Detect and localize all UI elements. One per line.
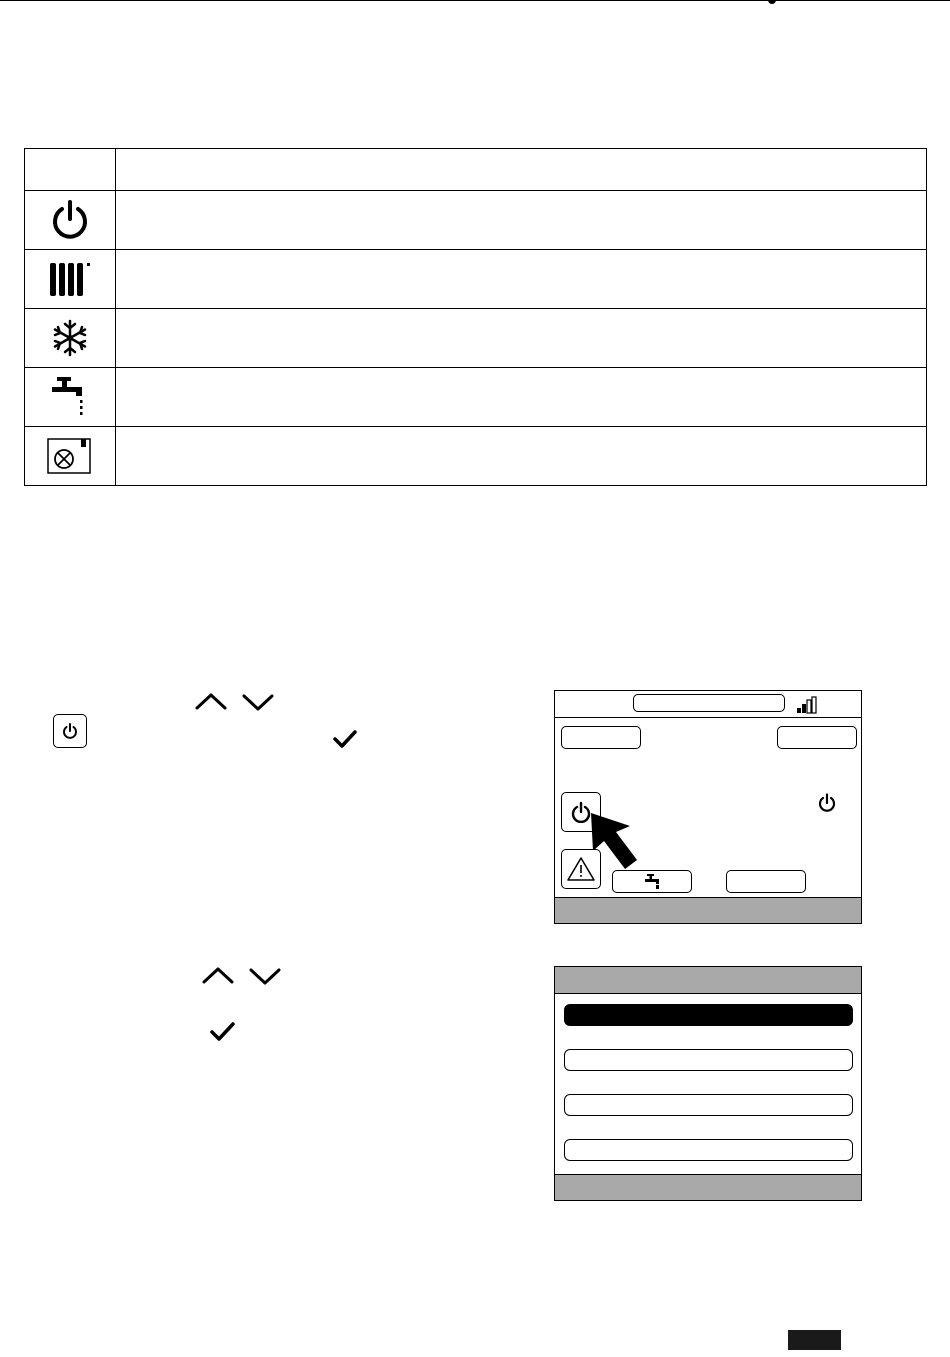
table-row: [25, 250, 927, 309]
page-number-tab: [788, 1330, 841, 1350]
header-description-cell: [116, 149, 927, 191]
menu-screen-header: [555, 967, 861, 994]
menu-item[interactable]: [564, 1139, 853, 1161]
snowflake-cooling-icon: [50, 318, 90, 358]
power-button-icon-inline: [53, 714, 87, 748]
screen-right-pill[interactable]: [777, 726, 857, 749]
signal-bars-icon: [796, 696, 818, 714]
power-icon: [61, 722, 79, 740]
screen-title-box: [633, 694, 785, 712]
mode-table: [24, 148, 927, 486]
checkmark-icon: [331, 728, 359, 750]
menu-item[interactable]: [564, 1049, 853, 1071]
table-row: [25, 427, 927, 486]
header-icon-cell: [25, 149, 116, 191]
row-description: [116, 309, 927, 368]
menu-item[interactable]: [564, 1094, 853, 1116]
power-status-icon: [817, 793, 837, 813]
chevron-down-icon: [240, 692, 276, 712]
chevron-down-icon: [247, 966, 283, 986]
row-description: [116, 250, 927, 309]
table-row: [25, 191, 927, 250]
power-icon: [50, 199, 90, 241]
pump-valve-icon: [46, 436, 94, 476]
table-row: [25, 368, 927, 427]
row-description: [116, 427, 927, 486]
screen-top-bar: [555, 691, 861, 718]
screen-bottom-pill[interactable]: [726, 870, 806, 893]
menu-item-selected[interactable]: [564, 1004, 853, 1026]
radiator-heating-icon: [47, 259, 93, 299]
menu-screen-footer: [555, 1174, 861, 1200]
screen-bottom-bar: [555, 897, 861, 923]
chevron-up-icon: [200, 966, 236, 986]
hot-water-button[interactable]: [612, 870, 692, 893]
table-row: [25, 309, 927, 368]
mode-menu-screen-mockup: [554, 966, 862, 1201]
row-description: [116, 191, 927, 250]
warning-button[interactable]: [561, 849, 601, 889]
top-rule: [0, 0, 950, 1]
main-screen-mockup: [554, 690, 862, 924]
screen-left-pill[interactable]: [561, 726, 641, 749]
checkmark-icon: [208, 1020, 238, 1044]
top-rule-marker: [768, 0, 776, 4]
chevron-up-icon: [193, 692, 229, 712]
table-header-row: [25, 149, 927, 191]
row-description: [116, 368, 927, 427]
tap-icon: [643, 873, 661, 891]
tap-hot-water-icon: [48, 374, 92, 420]
warning-triangle-icon: [566, 855, 596, 883]
